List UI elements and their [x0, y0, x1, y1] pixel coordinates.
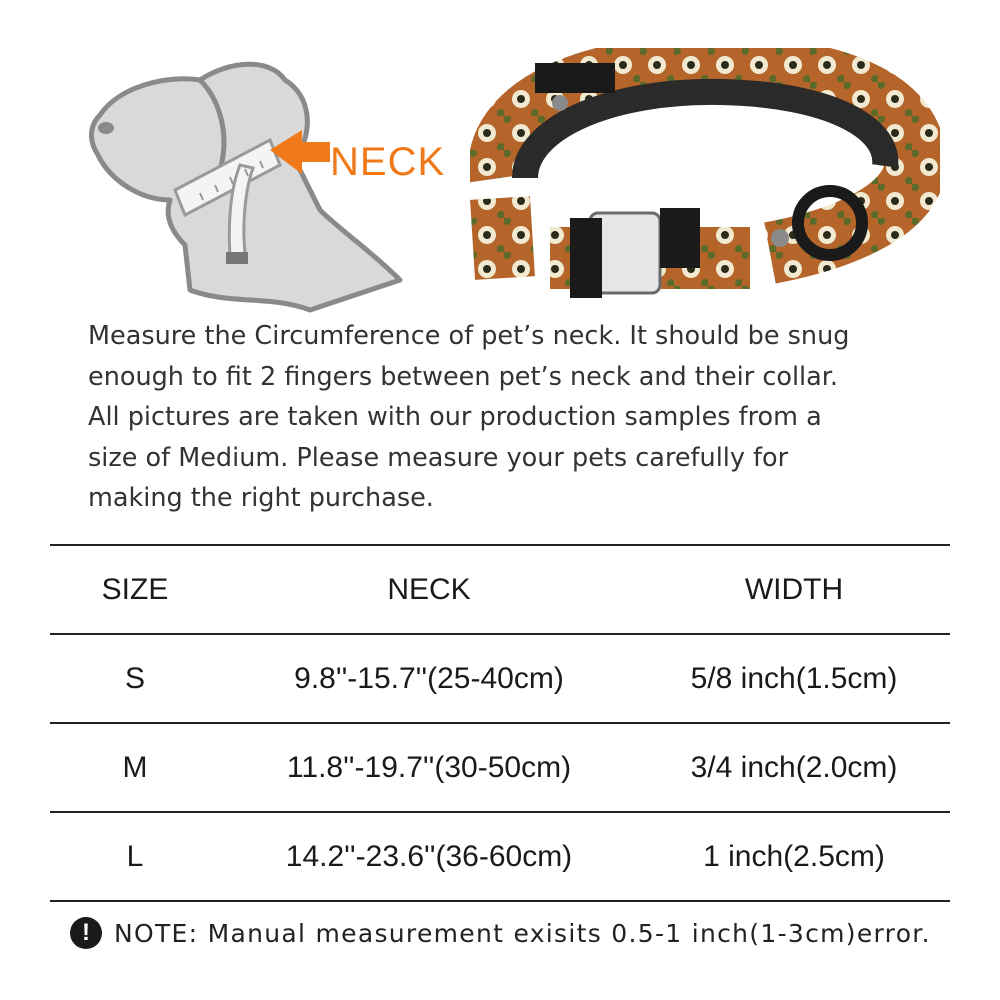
- width-cell: 3/4 inch(2.0cm): [638, 723, 950, 812]
- size-chart-table: [50, 544, 950, 902]
- size-cell: M: [50, 723, 220, 812]
- exclamation-circle-icon: !: [70, 917, 102, 949]
- note-text: NOTE: Manual measurement exisits 0.5-1 inch(1-3cm)error.: [114, 918, 931, 948]
- table-row: [50, 812, 950, 901]
- collar-product-image: [470, 48, 940, 308]
- header-neck: NECK: [220, 545, 638, 634]
- neck-cell: 11.8''-19.7''(30-50cm): [220, 723, 638, 812]
- neck-cell: 14.2''-23.6''(36-60cm): [220, 812, 638, 901]
- table-row: [50, 634, 950, 723]
- size-cell: S: [50, 634, 220, 723]
- width-cell: 1 inch(2.5cm): [638, 812, 950, 901]
- measurement-note: [70, 916, 931, 950]
- width-cell: 5/8 inch(1.5cm): [638, 634, 950, 723]
- neck-cell: 9.8''-15.7''(25-40cm): [220, 634, 638, 723]
- table-row: [50, 723, 950, 812]
- table-header-row: [50, 545, 950, 634]
- measurement-instructions: Measure the Circumference of pet’s neck. It should be snug enough to fit 2 fingers between pet’s neck and their collar. All pictures are taken with our production samples from a size of Medium. Please measure your pets carefully for making the right purchase.: [88, 321, 850, 513]
- header-size: SIZE: [50, 545, 220, 634]
- neck-label: NECK: [330, 140, 446, 184]
- pet-collar-icon: [499, 63, 915, 298]
- header-width: WIDTH: [638, 545, 950, 634]
- size-cell: L: [50, 812, 220, 901]
